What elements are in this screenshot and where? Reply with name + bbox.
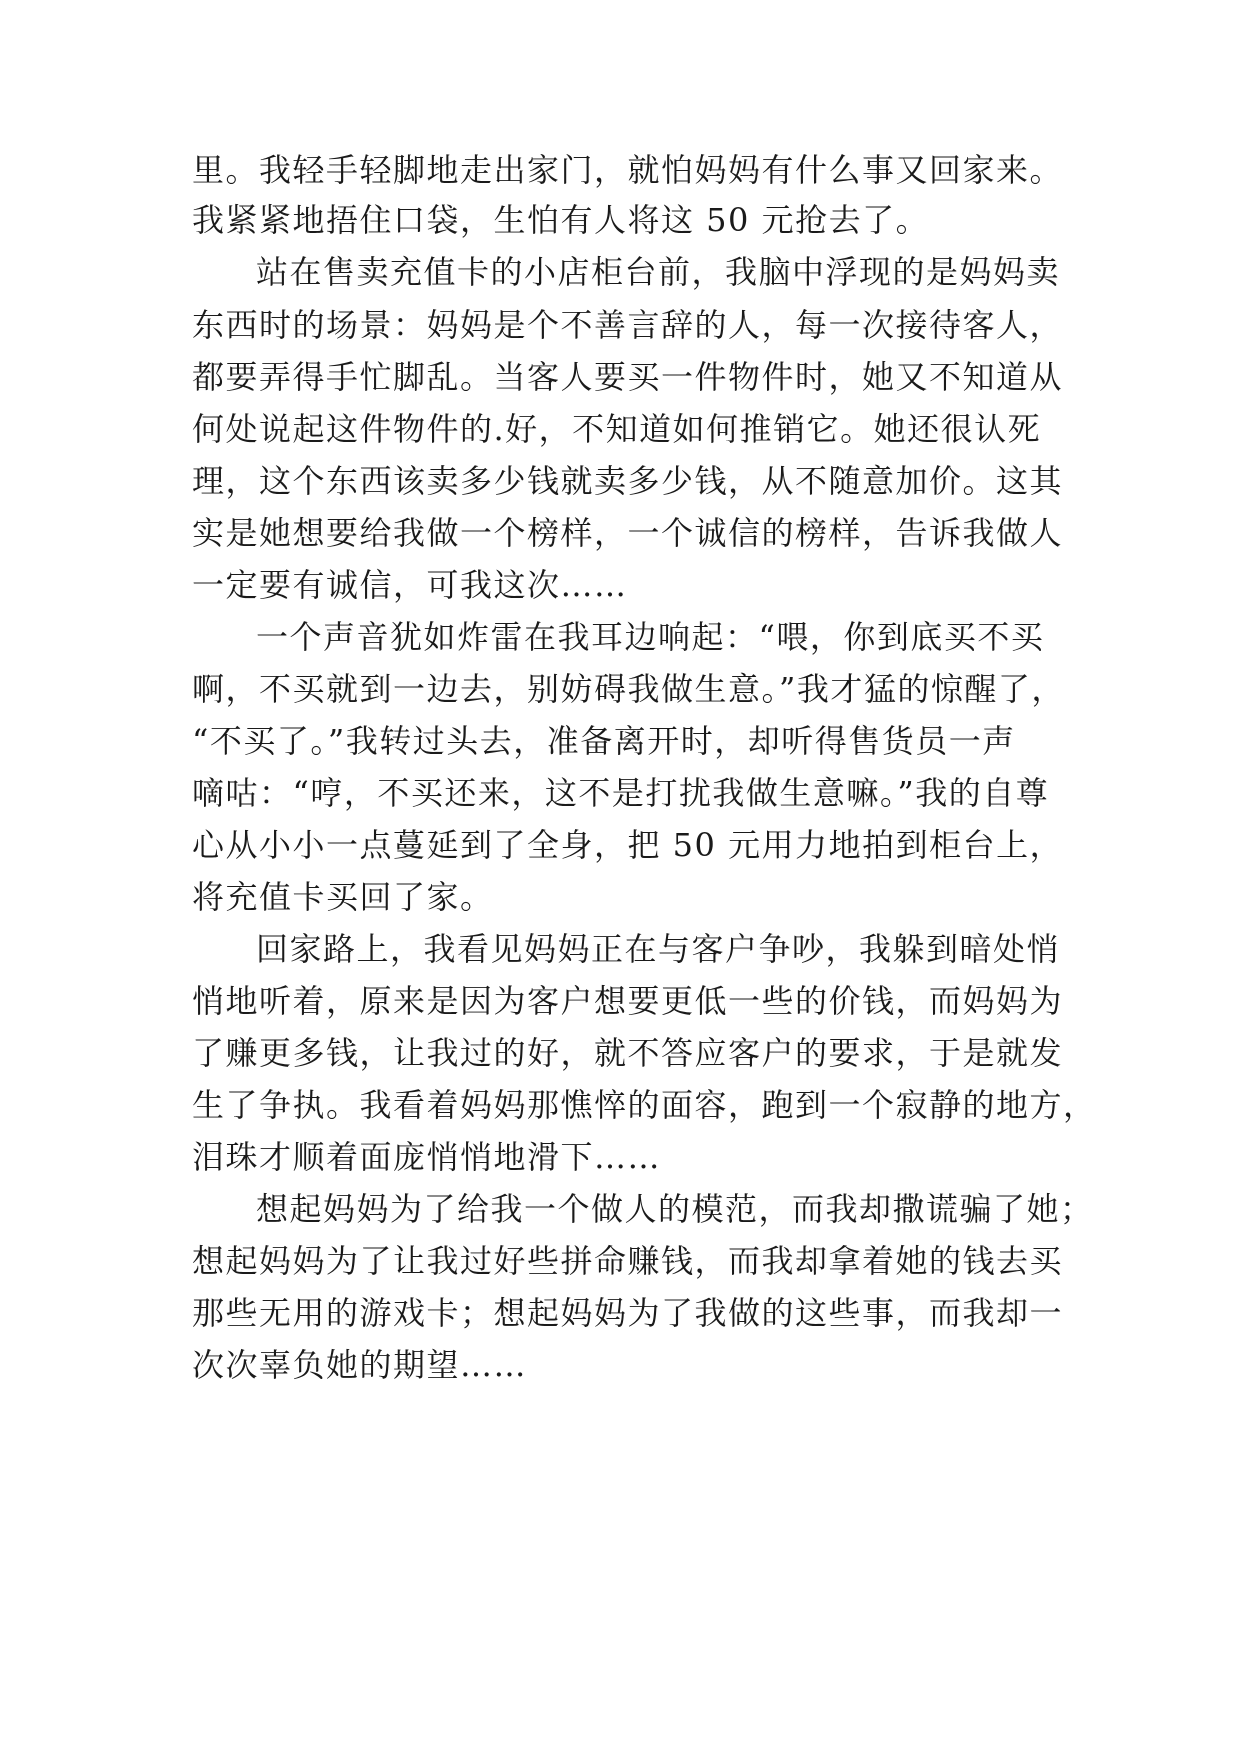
text-line: 都要弄得手忙脚乱。当客人要买一件物件时，她又不知道从 (192, 358, 1064, 396)
text-line: 嘀咕：“哼，不买还来，这不是打扰我做生意嘛。”我的自尊 (192, 774, 1050, 812)
text-line: 理，这个东西该卖多少钱就卖多少钱，从不随意加价。这其 (192, 462, 1064, 500)
text-line: 东西时的场景：妈妈是个不善言辞的人，每一次接待客人， (192, 306, 1064, 344)
text-line: 一定要有诚信，可我这次…… (192, 566, 628, 604)
text-line: 实是她想要给我做一个榜样，一个诚信的榜样，告诉我做人 (192, 514, 1064, 552)
text-line: 了赚更多钱，让我过的好，就不答应客户的要求，于是就发 (192, 1034, 1064, 1072)
text-line: 心从小小一点蔓延到了全身，把 50 元用力地拍到柜台上， (192, 826, 1064, 864)
text-line: 何处说起这件物件的.好，不知道如何推销它。她还很认死 (192, 410, 1042, 448)
text-line: 将充值卡买回了家。 (192, 878, 494, 916)
text-line: 里。我轻手轻脚地走出家门，就怕妈妈有什么事又回家来。 (192, 151, 1064, 189)
paragraph-first-line: 站在售卖充值卡的小店柜台前，我脑中浮现的是妈妈卖 (256, 253, 1061, 291)
text-line: “不买了。”我转过头去，准备离开时，却听得售货员一声 (192, 722, 1016, 760)
paragraph-first-line: 想起妈妈为了给我一个做人的模范，而我却撒谎骗了她； (256, 1190, 1094, 1228)
text-line: 悄地听着，原来是因为客户想要更低一些的价钱，而妈妈为 (192, 982, 1064, 1020)
text-line: 泪珠才顺着面庞悄悄地滑下…… (192, 1138, 662, 1176)
text-line: 啊，不买就到一边去，别妨碍我做生意。”我才猛的惊醒了， (192, 670, 1065, 708)
paragraph-first-line: 一个声音犹如炸雷在我耳边响起：“喂，你到底买不买 (256, 618, 1045, 656)
text-line: 次次辜负她的期望…… (192, 1346, 528, 1384)
text-line: 那些无用的游戏卡；想起妈妈为了我做的这些事，而我却一 (192, 1294, 1064, 1332)
text-line: 我紧紧地捂住口袋，生怕有人将这 50 元抢去了。 (192, 201, 930, 239)
text-line: 生了争执。我看着妈妈那憔悴的面容，跑到一个寂静的地方， (192, 1086, 1097, 1124)
paragraph-first-line: 回家路上，我看见妈妈正在与客户争吵，我躲到暗处悄 (256, 930, 1061, 968)
text-line: 想起妈妈为了让我过好些拼命赚钱，而我却拿着她的钱去买 (192, 1242, 1064, 1280)
